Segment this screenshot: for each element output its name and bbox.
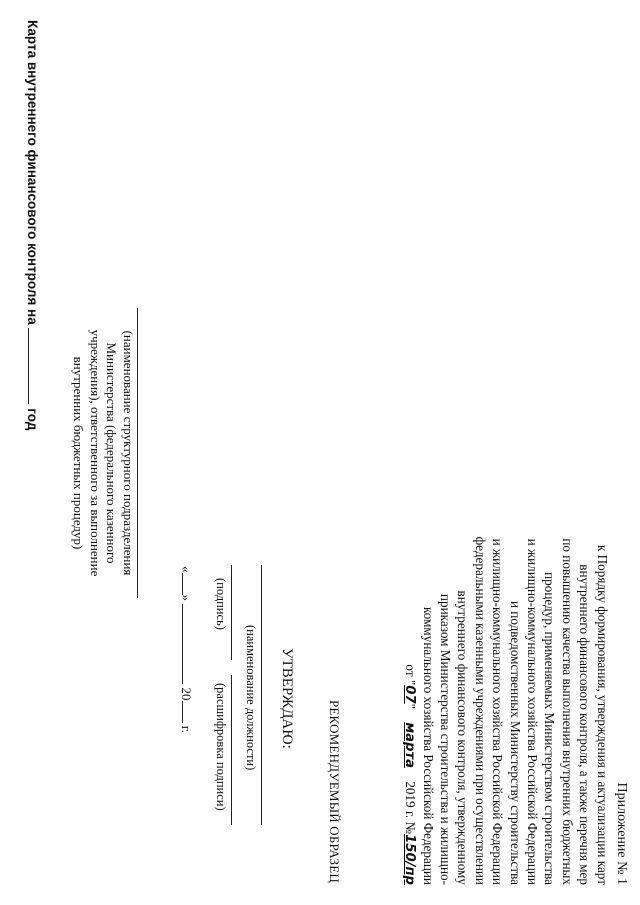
appendix-line: к Порядку формирования, утверждения и актуализации карт bbox=[594, 544, 610, 885]
position-caption: (наименование должности) bbox=[244, 625, 258, 771]
unit-caption bbox=[70, 308, 136, 598]
approve-date-line bbox=[178, 566, 194, 733]
appendix-line: и жилищно-коммунального хозяйства Российской Федерации bbox=[524, 538, 540, 885]
unit-caption-line: учреждения), ответственного за выполнение bbox=[88, 329, 103, 577]
date-year: 2019 г. № bbox=[403, 781, 419, 835]
appendix-title: Приложение № 1 bbox=[614, 782, 629, 885]
appendix-line: по повышению качества выполнения внутренних бюджетных bbox=[559, 538, 575, 885]
appendix-line: коммунального хозяйства Российской Федерации bbox=[420, 606, 436, 885]
card-title-line bbox=[25, 20, 40, 430]
appendix-line: внутреннего финансового контроля, а также перечня мер bbox=[577, 564, 593, 885]
date-month: марта bbox=[402, 722, 418, 769]
unit-caption-line: Министерства (федерального казенного bbox=[104, 342, 120, 564]
appendix-date-line bbox=[401, 465, 419, 885]
unit-line bbox=[137, 308, 138, 598]
appendix-line: процедур, применяемых Министерством строительства bbox=[542, 572, 558, 885]
signature-line bbox=[231, 565, 232, 660]
date-sep: " bbox=[403, 703, 419, 710]
year-prefix: 20 bbox=[179, 687, 194, 701]
appendix-line: внутреннего финансового контроля, утвержденному bbox=[455, 590, 471, 885]
card-title-text: Карта внутреннего финансового контроля на bbox=[25, 20, 40, 325]
position-line bbox=[261, 565, 262, 825]
unit-caption-line: внутренних бюджетных процедур) bbox=[71, 356, 87, 550]
appendix-block bbox=[401, 465, 630, 885]
unit-caption-line: (наименование структурного подразделения bbox=[121, 330, 136, 576]
decode-line bbox=[231, 675, 232, 825]
order-number: 150/пр bbox=[402, 834, 418, 885]
recommended-sample-label: РЕКОМЕНДУЕМЫЙ ОБРАЗЕЦ bbox=[327, 699, 342, 883]
date-close-quote: » bbox=[179, 594, 194, 601]
appendix-line: федеральными казенными учреждениями при осуществлении bbox=[472, 536, 488, 885]
decode-caption: (расшифровка подписи) bbox=[214, 683, 228, 811]
card-title-year: год bbox=[25, 408, 40, 431]
date-prefix: от " bbox=[403, 664, 419, 686]
date-day: 07 bbox=[402, 685, 418, 704]
appendix-line: и подведомственных Министерству строительства bbox=[507, 600, 523, 885]
appendix-line: и жилищно-коммунального хозяйства Российской Федерации bbox=[490, 538, 506, 885]
year-suffix: г. bbox=[179, 725, 194, 733]
appendix-line: приказом Министерства строительства и жилищно- bbox=[437, 593, 453, 885]
date-open-quote: « bbox=[179, 566, 194, 573]
signature-caption: (подпись) bbox=[214, 578, 228, 630]
approve-title: УТВЕРЖДАЮ: bbox=[279, 648, 295, 749]
